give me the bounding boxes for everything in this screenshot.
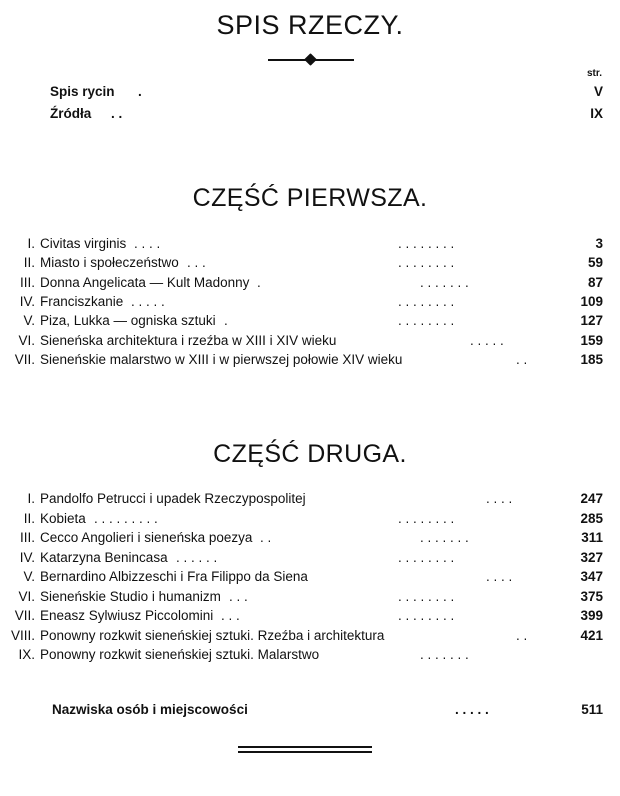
toc-roman-numeral: V. (23, 569, 35, 584)
toc-row (0, 292, 620, 312)
toc-entry-text: Ponowny rozkwit sieneńskiej sztuki. Rzeźba i architektura (40, 627, 385, 643)
bottom-rule-bottom (238, 751, 372, 753)
toc-leader-dots-right: . . . . . . . . (398, 255, 455, 271)
toc-row-spis-rycin (0, 82, 620, 102)
toc-entry-text: Kobieta (40, 510, 86, 526)
toc-entry-text: Cecco Angolieri i sieneńska poezya (40, 530, 253, 545)
toc-page-number: 327 (580, 549, 603, 565)
toc-leader-dots-right: . . . . . . . (420, 274, 469, 290)
toc-roman-numeral: III. (19, 530, 35, 545)
toc-leader-dots: . (257, 274, 261, 290)
toc-entry-text: Eneasz Sylwiusz Piccolomini (40, 608, 214, 623)
toc-entry-text: Ponowny rozkwit sieneńskiej sztuki. Malarstwo (40, 647, 320, 662)
toc-row (0, 350, 620, 370)
toc-entry-text: Miasto i społeczeństwo (40, 255, 179, 271)
toc-leader-dots-right: . . . . . . . . (398, 549, 455, 565)
toc-row (0, 331, 620, 351)
toc-leader-dots-right: . . . . . (470, 332, 504, 348)
toc-leader-dots-right: . . (516, 351, 528, 367)
toc-roman-numeral: IV. (19, 549, 35, 565)
toc-roman-numeral: VI. (18, 332, 35, 348)
toc-entry-text: Sieneńskie malarstwo w XIII i w pierwszej połowie XIV wieku (40, 351, 403, 367)
toc-row (0, 528, 620, 548)
toc-leader-dots: . . . (229, 588, 248, 604)
toc-roman-numeral: II. (23, 510, 35, 526)
toc-row (0, 548, 620, 568)
toc-roman-numeral: I. (27, 236, 35, 251)
toc-entry-text: Franciszkanie (40, 293, 124, 309)
toc-leader-dots-right: . . . . . . . . (398, 313, 455, 329)
toc-row-zrodla (0, 104, 620, 124)
toc-row (0, 587, 620, 607)
toc-row (0, 626, 620, 646)
toc-leader-dots: . (224, 313, 228, 329)
toc-roman-numeral: II. (23, 255, 35, 271)
toc-entry-text: Sieneńskie Studio i humanizm (40, 588, 221, 604)
toc-entry-text: Źródła (50, 106, 92, 121)
title-ornament (268, 54, 354, 66)
toc-roman-numeral: IV. (19, 293, 35, 309)
part-two-title: CZĘŚĆ DRUGA. (213, 440, 407, 468)
toc-page-number: 285 (580, 510, 603, 526)
toc-page-number: IX (590, 106, 603, 121)
toc-leader-dots: . . . (187, 255, 206, 271)
toc-entry-text: Nazwiska osób i miejscowości (52, 702, 248, 717)
toc-entry-text: Bernardino Albizzeschi i Fra Filippo da Siena (40, 569, 308, 584)
toc-page-number: 399 (580, 608, 603, 623)
toc-roman-numeral: V. (23, 313, 35, 329)
toc-page-number: 3 (595, 236, 603, 251)
toc-leader-dots-right: . . . . . . . (420, 647, 469, 662)
toc-row (0, 509, 620, 529)
toc-entry-text: Katarzyna Benincasa (40, 549, 168, 565)
toc-page-number: 87 (587, 274, 603, 290)
toc-entry-text: Piza, Lukka — ogniska sztuki (40, 313, 216, 329)
toc-page-number: 159 (580, 332, 603, 348)
toc-entry-text: Pandolfo Petrucci i upadek Rzeczypospolitej (40, 491, 306, 506)
toc-leader-dots: . . . . . (455, 702, 489, 717)
toc-leader-dots-right: . . . . . . . . (398, 608, 455, 623)
toc-row (0, 567, 620, 587)
toc-row (0, 311, 620, 331)
toc-entry-text: Sieneńska architektura i rzeźba w XIII i XIV wieku (40, 332, 337, 348)
toc-page-number: 109 (580, 293, 603, 309)
toc-row (0, 253, 620, 273)
toc-roman-numeral: VII. (14, 351, 35, 367)
toc-leader-dots-right: . . (516, 627, 528, 643)
toc-leader-dots-right: . . . . (486, 569, 513, 584)
toc-leader-dots-right: . . . . . . . . (398, 236, 455, 251)
page-title: SPIS RZECZY. (216, 10, 404, 40)
toc-row (0, 273, 620, 293)
toc-page-number: 59 (587, 255, 603, 271)
toc-entry-text: Civitas virginis (40, 236, 127, 251)
toc-row (0, 606, 620, 626)
toc-leader-dots-right: . . . . . . . . (398, 588, 455, 604)
toc-roman-numeral: I. (27, 491, 35, 506)
ornament-diamond-icon (304, 53, 317, 66)
toc-page-number: 127 (580, 313, 603, 329)
toc-page-number: 375 (580, 588, 603, 604)
toc-entry-text: Donna Angelicata — Kult Madonny (40, 274, 250, 290)
toc-page-number: V (593, 84, 603, 99)
toc-leader-dots: . . . . . . . . . (94, 510, 158, 526)
part-one-title: CZĘŚĆ PIERWSZA. (192, 184, 428, 212)
bottom-rule-top (238, 746, 372, 748)
toc-roman-numeral: III. (19, 274, 35, 290)
toc-leader-dots: . . . . . (131, 293, 165, 309)
toc-row-index (0, 700, 620, 720)
toc-leader-dots: . . . . (134, 236, 161, 251)
toc-page-number: 311 (581, 530, 603, 545)
toc-page-number: 247 (580, 491, 603, 506)
toc-leader-dots: . . . (221, 608, 240, 623)
toc-leader-dots-right: . . . . (486, 491, 513, 506)
toc-page-number: 185 (580, 351, 603, 367)
toc-leader-dots: . (138, 84, 142, 99)
toc-leader-dots-right: . . . . . . . . (398, 510, 455, 526)
toc-leader-dots: . . (260, 530, 272, 545)
toc-row (0, 234, 620, 254)
toc-roman-numeral: IX. (18, 647, 35, 662)
toc-row (0, 489, 620, 509)
page-column-label: str. (586, 68, 602, 79)
toc-leader-dots: . . . . . . (176, 549, 218, 565)
toc-leader-dots-right: . . . . . . . (420, 530, 469, 545)
toc-page-number: 511 (581, 702, 603, 717)
toc-page-number: 421 (580, 627, 603, 643)
toc-leader-dots-right: . . . . . . . . (398, 293, 455, 309)
toc-page-number: 347 (580, 569, 603, 584)
toc-row (0, 645, 620, 665)
toc-roman-numeral: VIII. (10, 627, 35, 643)
toc-entry-text: Spis rycin (50, 84, 115, 99)
toc-leader-dots: . . (111, 106, 123, 121)
toc-roman-numeral: VII. (14, 608, 35, 623)
toc-roman-numeral: VI. (18, 588, 35, 604)
